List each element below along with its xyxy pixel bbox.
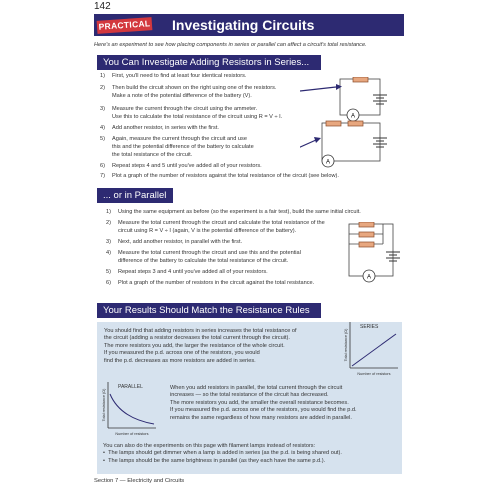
results-line: If you measured the p.d. across one of the resistors, you would [104, 350, 260, 357]
y-axis-label: Total resistance (Ω) [102, 388, 106, 422]
step-number: 4) [106, 250, 111, 256]
step-text: Measure the current through the circuit using the ammeter. [112, 106, 258, 112]
step-text: Add another resistor, in series with the first. [112, 125, 219, 131]
ammeter-label: A [350, 113, 356, 120]
step-text: circuit using R = V ÷ I (again, V is the potential difference of the battery). [118, 227, 297, 234]
arrow-head-icon [336, 84, 342, 90]
page-title: Investigating Circuits [172, 17, 315, 33]
step-number: 2) [100, 85, 105, 91]
arrow-head-icon [314, 137, 321, 143]
y-axis-label: Total resistance (Ω) [344, 328, 348, 362]
step-number: 3) [106, 239, 111, 245]
step-text: Measure the total current through the circuit and calculate the total resistance of the [118, 220, 325, 226]
results-line: The more resistors you add, the larger the resistance of the whole circuit. [104, 342, 285, 349]
resistor-icon [359, 242, 374, 247]
step-text: the total resistance of the circuit. [112, 151, 193, 158]
step-text: this and the potential difference of the battery to calculate [112, 143, 254, 150]
step-text: Then build the circuit shown on the right using one of the resistors. [112, 85, 277, 91]
resistor-icon [348, 121, 363, 126]
step-text: Again, measure the current through the circuit and use [112, 136, 247, 142]
results-line: If you measured the p.d. across one of the resistors, you would find the p.d. [170, 407, 357, 414]
lamps-bullet: • The lamps should be the same brightness in parallel (as they each have the same p.d.). [103, 457, 326, 464]
results-line: find the p.d. decreases as more resistors are added in series. [104, 357, 256, 364]
x-axis-label: Number of resistors [357, 372, 391, 376]
results-line: When you add resistors in parallel, the total current through the circuit [170, 385, 343, 391]
arrow-pointer [300, 87, 336, 91]
step-number: 5) [106, 269, 111, 275]
step-text: Next, add another resistor, in parallel with the first. [118, 239, 243, 245]
parallel-graph [98, 376, 160, 438]
step-text: Using the same equipment as before (so the experiment is a fair test), build the same initial circuit. [118, 209, 361, 215]
lamps-bullet-text: The lamps should get dimmer when a lamp is added in series (as the p.d. is being shared out). [108, 450, 342, 457]
step-number: 4) [100, 125, 105, 131]
step-number: 6) [100, 163, 105, 169]
step-text: Repeat steps 4 and 5 until you've added all of your resistors. [112, 163, 262, 169]
results-heading: Your Results Should Match the Resistance Rules [97, 303, 321, 318]
resistor-icon [353, 77, 368, 82]
step-number: 2) [106, 220, 111, 226]
results-line: The more resistors you add, the smaller the overall resistance becomes. [170, 399, 349, 406]
practical-badge: PRACTICAL [97, 17, 153, 34]
filament-lamps-box [97, 440, 402, 474]
intro-text: Here's an experiment to see how placing components in series or parallel can affect a circuit's total resistance. [94, 42, 367, 48]
series-circuit-multiple [300, 118, 400, 173]
page-number: 142 [94, 1, 111, 12]
resistor-icon [359, 232, 374, 237]
series-results-text [104, 328, 334, 365]
ammeter-label: A [325, 159, 331, 166]
parallel-circuit [343, 222, 403, 290]
arrow-pointer [300, 140, 316, 148]
parallel-results-text [170, 385, 400, 422]
step-number: 1) [100, 73, 105, 79]
step-text: First, you'll need to find at least four identical resistors. [112, 73, 247, 79]
lamps-bullet-text: The lamps should be the same brightness in parallel (as they each have the same p.d.). [108, 457, 326, 464]
parallel-trend-curve [110, 394, 154, 424]
series-graph [340, 320, 402, 378]
results-line: You should find that adding resistors in series increases the total resistance of [104, 328, 297, 334]
lamps-bullet: • The lamps should get dimmer when a lamp is added in series (as the p.d. is being shared out). [103, 450, 342, 457]
step-number: 1) [106, 209, 111, 215]
step-number: 5) [100, 136, 105, 142]
step-text: Make a note of the potential difference of the battery (V). [112, 92, 252, 99]
ammeter-label: A [366, 274, 372, 281]
step-number: 7) [100, 173, 105, 179]
step-text: difference of the battery to calculate the total resistance of the circuit. [118, 257, 289, 264]
resistor-icon [359, 222, 374, 227]
graph-title: PARALLEL [118, 384, 143, 390]
step-text: Plot a graph of the number of resistors against the total resistance of the circuit (see below). [112, 173, 339, 179]
x-axis-label: Number of resistors [115, 432, 149, 436]
step-number: 6) [106, 280, 111, 286]
step-text: Measure the total current through the circuit and use this and the potential [118, 250, 301, 256]
step-number: 3) [100, 106, 105, 112]
series-steps [100, 73, 339, 193]
section-footer: Section 7 — Electricity and Circuits [94, 478, 185, 484]
results-line: remains the same regardless of how many resistors are added in parallel. [170, 414, 352, 421]
results-line: the circuit (adding a resistor decreases the total current through the circuit). [104, 335, 290, 342]
parallel-heading: ... or in Parallel [97, 188, 173, 203]
results-line: increases — so the total resistance of the circuit has decreased. [170, 392, 329, 399]
graph-title: SERIES [360, 324, 379, 330]
lamps-intro: You can also do the experiments on this page with filament lamps instead of resistors: [103, 443, 316, 449]
series-trend-line [352, 334, 396, 366]
resistor-icon [326, 121, 341, 126]
step-text: Use this to calculate the total resistance of the circuit using R = V ÷ I. [112, 113, 283, 120]
step-text: Repeat steps 3 and 4 until you've added all of your resistors. [118, 269, 268, 275]
step-text: Plot a graph of the number of resistors in the circuit against the total resistance. [118, 280, 315, 286]
series-heading: You Can Investigate Adding Resistors in Series... [97, 55, 321, 70]
